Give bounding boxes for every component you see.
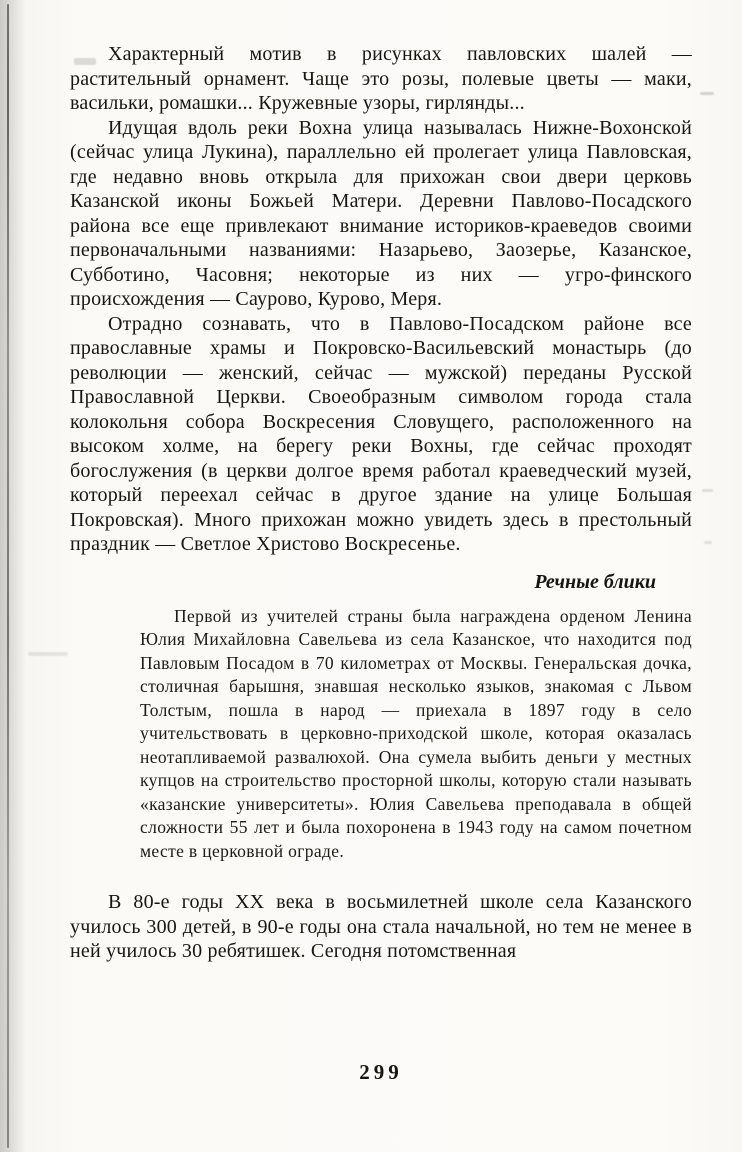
paragraph-churches: Отрадно сознавать, что в Павлово-Посадском районе все православные храмы и Покровско-Васильевский монастырь (до революции — женский, сейчас — мужской) переданы Русской Православной Церкви. Своеобразным символом города стала колокольня собора Воскресения Словущего, расположенного на высоком холме, на берегу реки Вохны, где сейчас проходят богослужения (в церкви долгое время работал краеведческий музей, который переехал сейчас в другое здание на улице Большая Покровская). Много прихожан можно увидеть здесь в престольный праздник — Светлое Христово Воскресенье. <box>70 312 692 555</box>
paragraph-shawl-motifs: Характерный мотив в рисунках павловских шалей — растительный орнамент. Чаще это розы, полевые цветы — маки, васильки, ромашки... Кружевные узоры, гирлянды... <box>70 43 692 114</box>
scan-artifact <box>28 652 68 656</box>
scan-artifact <box>704 541 712 544</box>
paragraph-street-history: Идущая вдоль реки Вохна улица называлась Нижне-Вохонской (сейчас улица Лукина), параллельно ей пролегает улица Павловская, где недавно вновь открыла для прихожан свои двери церковь Казанской иконы Божьей Матери. Деревни Павлово-Посадского района все еще привлекают внимание историков-краеведов своими первоначальными названиями: Назарьево, Заозерье, Казанское, Субботино, Часовня; некоторые из них — угро-финского происхождения — Саурово, Курово, Меря. <box>70 116 692 310</box>
section-heading-rechnye-bliki: Речные блики <box>534 570 656 593</box>
page-number: 299 <box>359 1060 403 1084</box>
scan-artifact <box>700 92 714 95</box>
page-text-block <box>70 42 692 964</box>
scan-artifact <box>702 489 713 492</box>
paragraph-school-closing: В 80-е годы XX века в восьмилетней школе села Казанского училось 300 детей, в 90-е годы она стала начальной, но тем не менее в ней училось 30 ребятишек. Сегодня потомственная <box>70 891 692 962</box>
binding-edge-line <box>7 4 9 1148</box>
excerpt-paragraph-savelyeva: Первой из учителей страны была награждена орденом Ленина Юлия Михайловна Савельева из села Казанское, что находится под Павловым Посадом в 70 километрах от Москвы. Генеральская дочка, столичная барышня, знавшая несколько языков, знакомая с Львом Толстым, пошла в народ — приехала в 1897 году в село учительствовать в церковно-приходской школе, которая оказалась неотапливаемой развалюхой. Она сумела выбить деньги у местных купцов на строительство просторной школы, которую стали называть «казанские университеты». Юлия Савельева преподавала в общей сложности 55 лет и была похоронена в 1943 году на самом почетном месте в церковной ограде. <box>140 605 692 861</box>
binding-shadow <box>0 0 26 1152</box>
